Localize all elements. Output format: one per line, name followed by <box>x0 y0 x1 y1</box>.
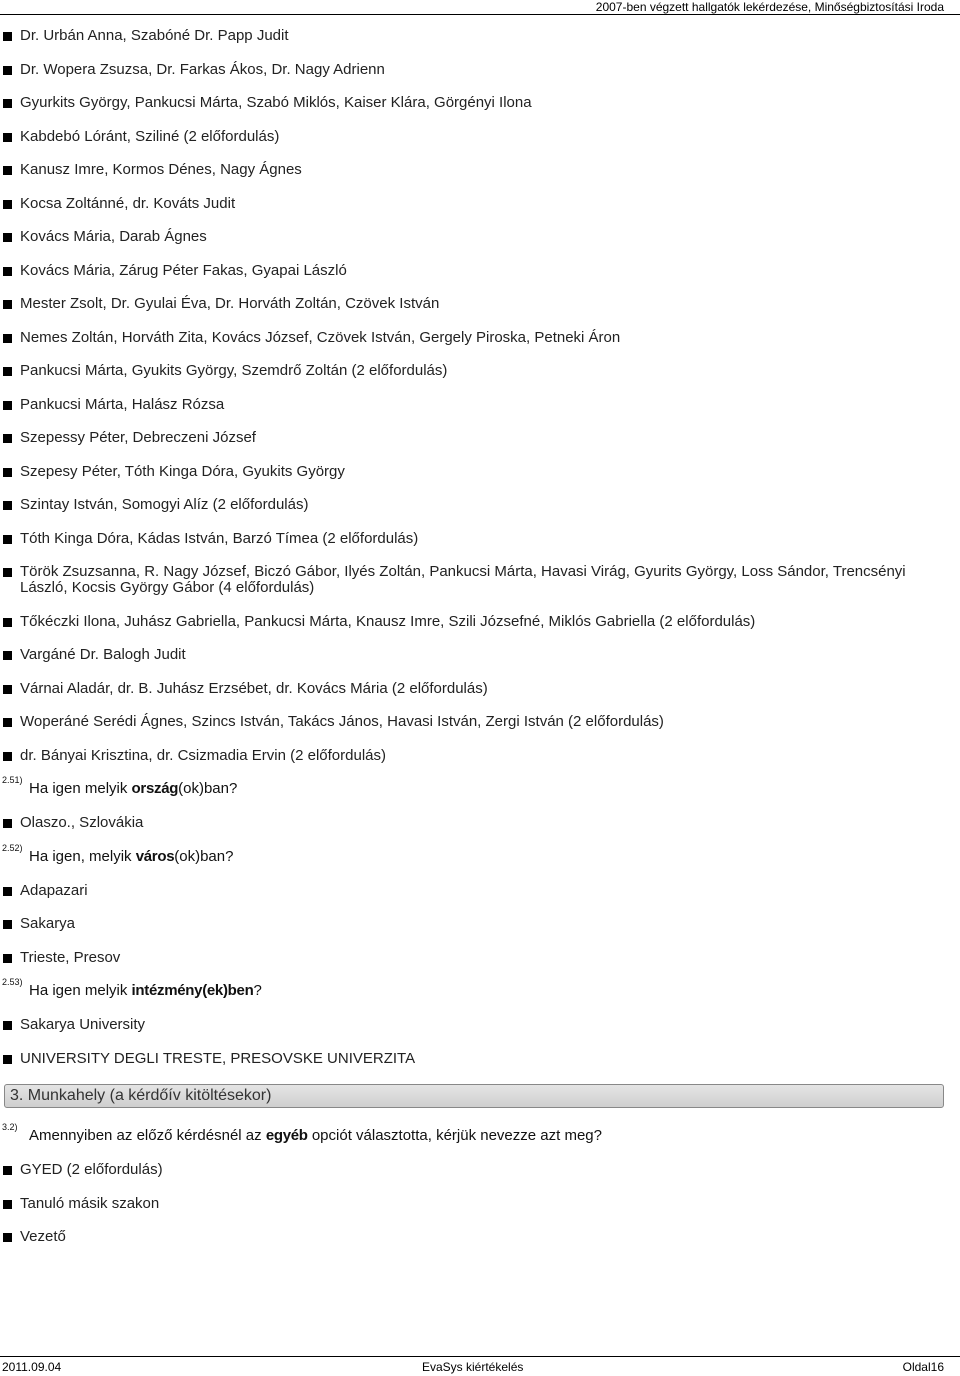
question-number: 2.52) <box>2 842 23 853</box>
question-keyword: ország <box>131 780 179 797</box>
square-bullet-icon <box>3 618 12 627</box>
list-item-text: Tanuló másik szakon <box>20 1194 160 1212</box>
list-item-text: Gyurkits György, Pankucsi Márta, Szabó Miklós, Kaiser Klára, Görgényi Ilona <box>20 94 532 111</box>
list-item <box>0 229 960 245</box>
question-3-2 <box>0 1122 960 1144</box>
square-bullet-icon <box>3 367 12 376</box>
page-content <box>0 28 960 1263</box>
list-item-text: Sakarya University <box>20 1016 146 1033</box>
list-item <box>0 129 960 145</box>
list-item <box>0 296 960 312</box>
list-item <box>0 196 960 212</box>
list-item <box>0 330 960 346</box>
question-text: Ha igen, melyik <box>29 847 136 865</box>
list-item <box>0 916 960 932</box>
list-item <box>0 681 960 697</box>
list-item <box>0 1017 960 1033</box>
footer-date: 2011.09.04 <box>2 1360 62 1374</box>
list-item <box>0 430 960 446</box>
list-item-text: UNIVERSITY DEGLI TRESTE, PRESOVSKE UNIVERZITA <box>20 1049 416 1067</box>
list-item-text: Kovács Mária, Zárug Péter Fakas, Gyapai László <box>20 261 347 279</box>
answer-list-cities <box>0 883 960 966</box>
list-item <box>0 1162 960 1178</box>
footer-label: EvaSys kiértékelés <box>422 1360 524 1374</box>
square-bullet-icon <box>3 468 12 477</box>
list-item-text: Tóth Kinga Dóra, Kádas István, Barzó Tímea (2 előfordulás) <box>20 529 419 547</box>
square-bullet-icon <box>3 166 12 175</box>
question-text: Amennyiben az előző kérdésnél az <box>29 1127 266 1144</box>
list-item <box>0 614 960 630</box>
answer-list-other <box>0 1162 960 1245</box>
list-item <box>0 95 960 111</box>
square-bullet-icon <box>3 954 12 963</box>
header-rule <box>0 14 960 15</box>
list-item <box>0 714 960 730</box>
list-item-text: Szepesy Péter, Tóth Kinga Dóra, Gyukits György <box>20 462 345 480</box>
square-bullet-icon <box>3 501 12 510</box>
list-item <box>0 950 960 966</box>
square-bullet-icon <box>3 99 12 108</box>
square-bullet-icon <box>3 920 12 929</box>
list-item-text: Tőkéczki Ilona, Juhász Gabriella, Pankucsi Márta, Knausz Imre, Szili Józsefné, Miklós Gabriella (2 előfordulás) <box>20 612 756 630</box>
square-bullet-icon <box>3 718 12 727</box>
question-text-end: (ok)ban? <box>174 847 234 865</box>
square-bullet-icon <box>3 66 12 75</box>
square-bullet-icon <box>3 1200 12 1209</box>
list-item-text: Kanusz Imre, Kormos Dénes, Nagy Ágnes <box>20 161 302 178</box>
list-item-text: Woperáné Serédi Ágnes, Szincs István, Takács János, Havasi István, Zergi István (2 előfordulás) <box>20 713 664 730</box>
square-bullet-icon <box>3 752 12 761</box>
list-item-text: Várnai Aladár, dr. B. Juhász Erzsébet, dr. Kovács Mária (2 előfordulás) <box>20 679 488 697</box>
page-header: 2007-ben végzett hallgatók lekérdezése, Minőségbiztosítási Iroda <box>595 0 944 14</box>
list-item-text: Kocsa Zoltánné, dr. Kováts Judit <box>20 194 236 212</box>
list-item <box>0 497 960 513</box>
list-item-text: Sakarya <box>20 915 76 932</box>
square-bullet-icon <box>3 401 12 410</box>
question-keyword: város <box>135 847 175 865</box>
footer-rule <box>0 1356 960 1357</box>
list-item <box>0 1196 960 1212</box>
square-bullet-icon <box>3 685 12 694</box>
square-bullet-icon <box>3 535 12 544</box>
square-bullet-icon <box>3 233 12 242</box>
question-2-51 <box>0 775 960 797</box>
list-item <box>0 564 960 596</box>
list-item-text: Pankucsi Márta, Halász Rózsa <box>20 395 225 413</box>
page-footer <box>0 1360 960 1374</box>
list-item-text: Vezető <box>20 1228 66 1245</box>
list-item <box>0 162 960 178</box>
list-item <box>0 464 960 480</box>
footer-page-number: Oldal16 <box>902 1360 944 1374</box>
list-item <box>0 1229 960 1245</box>
square-bullet-icon <box>3 200 12 209</box>
answer-list-names <box>0 28 960 764</box>
question-number: 3.2) <box>2 1122 18 1132</box>
list-item-text: Trieste, Presov <box>20 948 121 966</box>
answer-list-institutions <box>0 1017 960 1067</box>
square-bullet-icon <box>3 1055 12 1064</box>
question-2-53 <box>0 977 960 999</box>
list-item <box>0 883 960 899</box>
list-item-text: Dr. Urbán Anna, Szabóné Dr. Papp Judit <box>20 27 289 44</box>
list-item <box>0 815 960 831</box>
square-bullet-icon <box>3 819 12 828</box>
list-item-text: Kovács Mária, Darab Ágnes <box>20 228 207 245</box>
square-bullet-icon <box>3 434 12 443</box>
question-text: Ha igen melyik <box>29 982 132 999</box>
section-header-munkahely: 3. Munkahely (a kérdőív kitöltésekor) <box>4 1084 944 1108</box>
square-bullet-icon <box>3 1021 12 1030</box>
list-item <box>0 397 960 413</box>
list-item-text: Kabdebó Lóránt, Sziliné (2 előfordulás) <box>20 127 280 145</box>
square-bullet-icon <box>3 300 12 309</box>
square-bullet-icon <box>3 1166 12 1175</box>
square-bullet-icon <box>3 887 12 896</box>
question-text-end: (ok)ban? <box>178 780 238 797</box>
list-item <box>0 531 960 547</box>
list-item-text: Szepessy Péter, Debreczeni József <box>20 429 256 446</box>
list-item <box>0 363 960 379</box>
square-bullet-icon <box>3 267 12 276</box>
list-item <box>0 647 960 663</box>
question-number: 2.51) <box>2 775 23 785</box>
list-item <box>0 748 960 764</box>
square-bullet-icon <box>3 133 12 142</box>
list-item-text: Török Zsuzsanna, R. Nagy József, Biczó Gábor, Ilyés Zoltán, Pankucsi Márta, Havasi Virág, Gyurits György, Loss Sándor, Trencsényi László, Kocsis György Gábor (4 előfordulás) <box>20 563 906 596</box>
question-text-end: ? <box>253 982 262 999</box>
question-text-end: opciót választotta, kérjük nevezze azt meg? <box>307 1127 602 1144</box>
list-item-text: GYED (2 előfordulás) <box>20 1161 163 1178</box>
list-item-text: Olaszo., Szlovákia <box>20 814 144 831</box>
square-bullet-icon <box>3 1233 12 1242</box>
list-item-text: Mester Zsolt, Dr. Gyulai Éva, Dr. Horváth Zoltán, Czövek István <box>20 295 440 312</box>
square-bullet-icon <box>3 651 12 660</box>
answer-list-countries <box>0 815 960 831</box>
question-number: 2.53) <box>2 977 23 987</box>
list-item-text: Dr. Wopera Zsuzsa, Dr. Farkas Ákos, Dr. Nagy Adrienn <box>20 60 385 78</box>
question-keyword: intézmény(ek)ben <box>131 982 254 999</box>
square-bullet-icon <box>3 568 12 577</box>
square-bullet-icon <box>3 32 12 41</box>
square-bullet-icon <box>3 334 12 343</box>
list-item <box>0 1051 960 1067</box>
list-item-text: Szintay István, Somogyi Alíz (2 előfordulás) <box>20 496 309 513</box>
question-2-52 <box>0 842 960 865</box>
list-item <box>0 62 960 78</box>
list-item-text: Nemes Zoltán, Horváth Zita, Kovács József, Czövek István, Gergely Piroska, Petneki Áron <box>20 328 621 346</box>
list-item-text: Adapazari <box>20 881 88 899</box>
question-keyword: egyéb <box>265 1127 308 1144</box>
list-item-text: Pankucsi Márta, Gyukits György, Szemdrő Zoltán (2 előfordulás) <box>20 362 448 379</box>
list-item <box>0 28 960 44</box>
list-item-text: Vargáné Dr. Balogh Judit <box>20 646 186 663</box>
question-text: Ha igen melyik <box>29 780 132 797</box>
list-item <box>0 263 960 279</box>
list-item-text: dr. Bányai Krisztina, dr. Csizmadia Ervin (2 előfordulás) <box>20 746 386 764</box>
